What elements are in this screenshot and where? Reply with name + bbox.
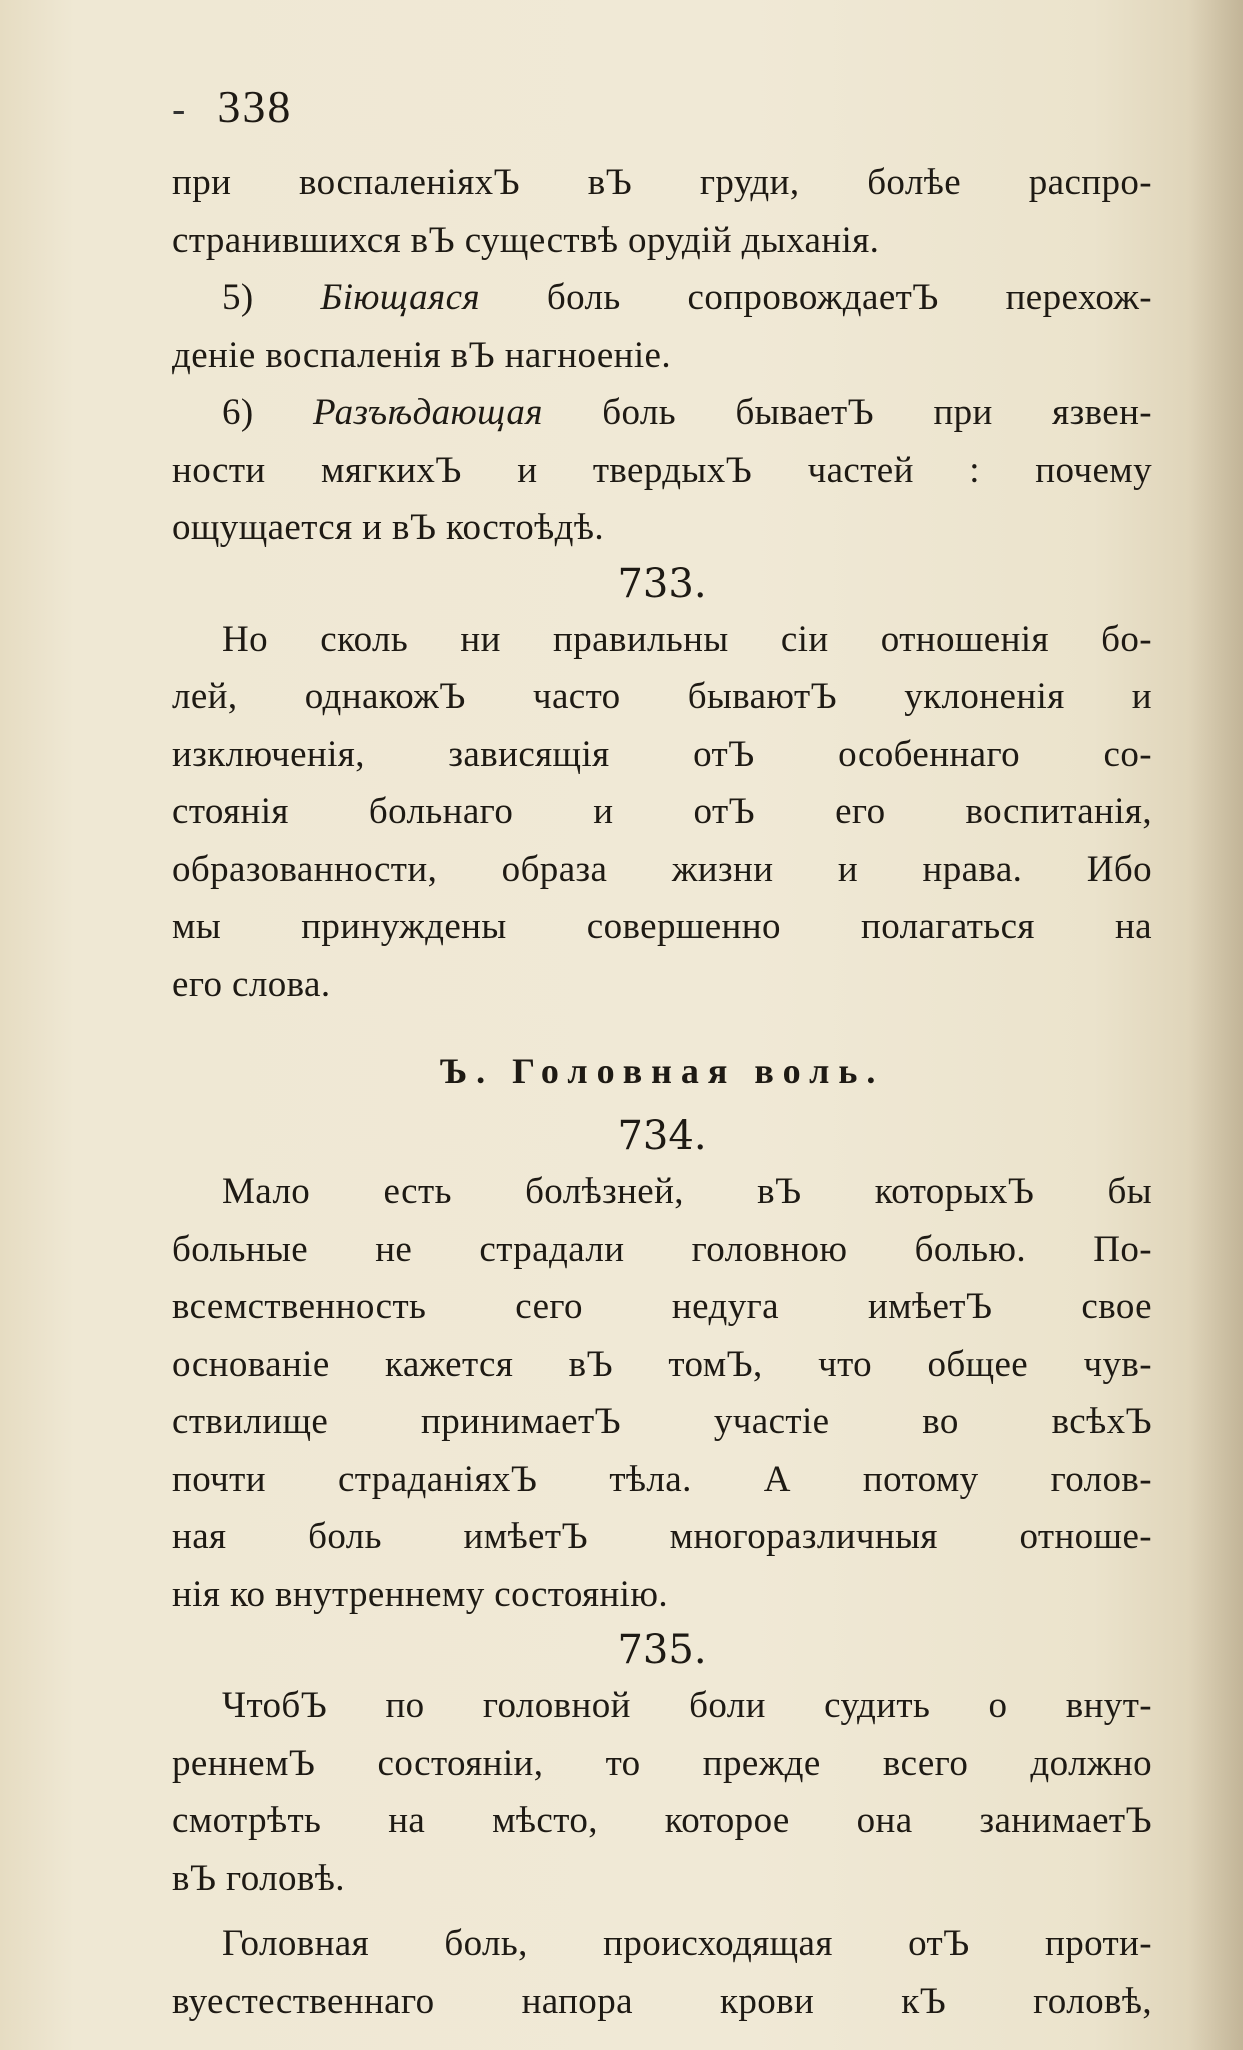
paragraph-735-continued: [172, 1915, 1152, 2030]
text-line: [172, 384, 1152, 442]
paragraph-735: [172, 1677, 1152, 1907]
text-line: ЧтобЪ по головной боли судить о внут-: [222, 1685, 1152, 1726]
text-line: стоянія больнаго и отЪ его воспитанія,: [172, 791, 1152, 832]
paragraph-733: [172, 611, 1152, 1014]
text-line: вЪ головѣ.: [172, 1857, 345, 1899]
text-fragment: боль сопровождаетЪ перехож-: [546, 277, 1152, 318]
text-line: его слова.: [172, 963, 331, 1005]
text-line: Но сколь ни правильны сіи отношенія бо-: [222, 618, 1152, 660]
section-heading: Ъ. Головная воль.: [439, 1051, 885, 1091]
text-line: при воспаленіяхЪ вЪ груди, болѣе распро-: [172, 162, 1152, 203]
page-mark: -: [172, 86, 186, 131]
text-line: реннемЪ состояніи, то прежде всего должно: [172, 1742, 1152, 1784]
item-number: 6): [222, 392, 254, 433]
paragraph-continuation: [172, 154, 1152, 269]
text-line: странившихся вЪ существѣ орудій дыханія.: [172, 219, 880, 261]
text-line: Головная боль, происходящая отЪ проти-: [222, 1923, 1152, 1964]
italic-term: Разъѣдающая: [313, 392, 543, 433]
text-line: всемственность сего недуга имѣетЪ свое: [172, 1286, 1152, 1327]
text-line: изключенія, зависящія отЪ особеннаго со-: [172, 733, 1152, 775]
text-line: Мало есть болѣзней, вЪ которыхЪ бы: [222, 1171, 1152, 1212]
text-line: ная боль имѣетЪ многоразличныя отноше-: [172, 1516, 1152, 1557]
text-line: деніе воспаленія вЪ нагноеніе.: [172, 334, 672, 376]
text-line: вуестественнаго напора крови кЪ головѣ,: [172, 1980, 1152, 2022]
text-line: почти страданіяхЪ тѣла. А потому голов-: [172, 1458, 1152, 1500]
text-line: [172, 269, 1152, 327]
text-line: ствилище принимаетЪ участіе во всѣхЪ: [172, 1401, 1152, 1442]
paragraph-gap: [172, 1907, 1152, 1915]
section-number-734: 734.: [617, 1113, 707, 1159]
paragraph-734: [172, 1163, 1152, 1623]
page-number: 338: [217, 81, 293, 132]
text-fragment: боль бываетЪ при язвен-: [602, 392, 1153, 433]
text-line: нія ко внутреннему состоянію.: [172, 1573, 669, 1615]
italic-term: Біющаяся: [320, 277, 481, 318]
text-line: лей, однакожЪ часто бываютЪ уклоненія и: [172, 676, 1152, 717]
page-header: [172, 80, 1152, 154]
paragraph-item-5: [172, 269, 1152, 384]
page-edge-shadow: [1188, 0, 1243, 2050]
text-line: мы принуждены совершенно полагаться на: [172, 906, 1152, 947]
text-line: больные не страдали головною болью. По-: [172, 1228, 1152, 1270]
section-number-733: 733.: [617, 560, 707, 607]
text-line: образованности, образа жизни и нрава. Ибо: [172, 848, 1152, 890]
text-line: ощущается и вЪ костоѣдѣ.: [172, 507, 605, 548]
paragraph-item-6: [172, 384, 1152, 557]
text-line: ности мягкихЪ и твердыхЪ частей : почему: [172, 449, 1152, 491]
item-number: 5): [222, 277, 254, 318]
text-line: основаніе кажется вЪ томЪ, что общее чув-: [172, 1343, 1152, 1385]
section-number-735: 735.: [617, 1627, 707, 1673]
text-line: смотрѣть на мѣсто, которое она занимаетЪ: [172, 1800, 1152, 1841]
page-content: [172, 80, 1152, 2030]
